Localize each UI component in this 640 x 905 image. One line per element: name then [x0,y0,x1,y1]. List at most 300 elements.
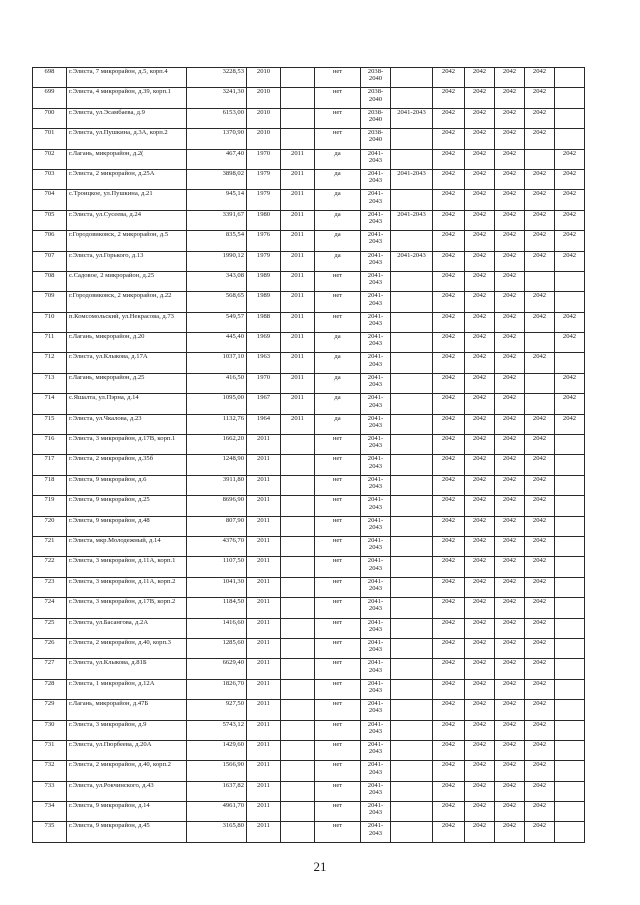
plan-year-cell [555,536,585,556]
plan-year-cell [525,394,555,414]
plan-year-cell: 2042 [465,475,495,495]
period-extra-cell [391,802,433,822]
plan-year-cell: 2042 [495,536,525,556]
table-row [33,149,585,169]
plan-year-cell: 2042 [525,251,555,271]
plan-year-cell: 2042 [495,333,525,353]
repair-year-cell [281,802,315,822]
area-cell: 343,08 [187,271,247,291]
plan-year-cell: 2042 [433,536,465,556]
area-cell: 1662,20 [187,435,247,455]
period-extra-cell [391,679,433,699]
period-cell: 2041-2043 [361,516,391,536]
area-cell: 1132,76 [187,414,247,434]
area-cell: 927,50 [187,700,247,720]
plan-year-cell: 2042 [525,210,555,230]
status-cell: нет [315,659,361,679]
plan-year-cell: 2042 [465,333,495,353]
plan-year-cell [555,598,585,618]
table-row [33,271,585,291]
row-number-cell: 720 [33,516,67,536]
year-built-cell: 2010 [247,108,281,128]
housing-register-table [32,67,585,843]
plan-year-cell: 2042 [495,822,525,842]
address-cell: г.Элиста, ул.Клыкова, д.81Б [67,659,187,679]
plan-year-cell: 2042 [433,210,465,230]
period-extra-cell [391,353,433,373]
plan-year-cell: 2042 [495,781,525,801]
row-number-cell: 735 [33,822,67,842]
year-built-cell: 2011 [247,435,281,455]
status-cell: нет [315,108,361,128]
period-cell: 2041-2043 [361,373,391,393]
area-cell: 3165,80 [187,822,247,842]
plan-year-cell: 2042 [525,129,555,149]
row-number-cell: 706 [33,231,67,251]
plan-year-cell: 2042 [433,231,465,251]
year-built-cell: 2011 [247,557,281,577]
period-cell: 2041-2043 [361,618,391,638]
plan-year-cell: 2042 [495,475,525,495]
plan-year-cell: 2042 [465,618,495,638]
year-built-cell: 1989 [247,271,281,291]
repair-year-cell [281,659,315,679]
row-number-cell: 730 [33,720,67,740]
status-cell: нет [315,475,361,495]
row-number-cell: 723 [33,577,67,597]
plan-year-cell: 2042 [525,802,555,822]
plan-year-cell: 2042 [495,679,525,699]
table-row [33,557,585,577]
period-cell: 2041-2043 [361,190,391,210]
area-cell: 1826,70 [187,679,247,699]
row-number-cell: 721 [33,536,67,556]
repair-year-cell: 2011 [281,231,315,251]
plan-year-cell: 2042 [433,353,465,373]
period-cell: 2041-2043 [361,740,391,760]
period-cell: 2041-2043 [361,414,391,434]
address-cell: г.Лагань, микрорайон, д.2( [67,149,187,169]
period-extra-cell [391,557,433,577]
address-cell: г.Лагань, микрорайон, д.47Б [67,700,187,720]
period-extra-cell [391,455,433,475]
year-built-cell: 2010 [247,129,281,149]
plan-year-cell: 2042 [433,190,465,210]
table-row [33,231,585,251]
plan-year-cell: 2042 [433,312,465,332]
address-cell: г.Элиста, ул.Эсамбаева, д.9 [67,108,187,128]
plan-year-cell: 2042 [433,68,465,88]
address-cell: г.Элиста, ул.Рокчинского, д.43 [67,781,187,801]
page-number: 21 [313,859,327,874]
period-cell: 2041-2043 [361,496,391,516]
address-cell: г.Элиста, 9 микрорайон, д.45 [67,822,187,842]
plan-year-cell: 2042 [495,638,525,658]
year-built-cell: 2011 [247,761,281,781]
repair-year-cell [281,761,315,781]
status-cell: нет [315,761,361,781]
table-row [33,333,585,353]
period-extra-cell [391,333,433,353]
address-cell: г.Элиста, 2 микрорайон, д.25А [67,169,187,189]
plan-year-cell: 2042 [525,822,555,842]
plan-year-cell: 2042 [433,740,465,760]
row-number-cell: 724 [33,598,67,618]
plan-year-cell: 2042 [495,68,525,88]
row-number-cell: 727 [33,659,67,679]
status-cell: нет [315,598,361,618]
plan-year-cell: 2042 [525,190,555,210]
repair-year-cell: 2011 [281,210,315,230]
period-cell: 2038-2040 [361,108,391,128]
plan-year-cell: 2042 [495,435,525,455]
plan-year-cell: 2042 [525,598,555,618]
status-cell: нет [315,700,361,720]
plan-year-cell: 2042 [525,720,555,740]
plan-year-cell: 2042 [525,496,555,516]
period-cell: 2041-2043 [361,536,391,556]
table-row [33,435,585,455]
row-number-cell: 718 [33,475,67,495]
plan-year-cell [555,822,585,842]
plan-year-cell: 2042 [525,169,555,189]
table-row [33,618,585,638]
area-cell: 1107,50 [187,557,247,577]
area-cell: 4376,70 [187,536,247,556]
period-cell: 2038-2040 [361,129,391,149]
plan-year-cell [555,720,585,740]
period-extra-cell [391,659,433,679]
area-cell: 1566,90 [187,761,247,781]
table-row [33,536,585,556]
table-row [33,700,585,720]
address-cell: г.Лагань, микрорайон, д.25 [67,373,187,393]
year-built-cell: 2011 [247,536,281,556]
area-cell: 3241,30 [187,88,247,108]
plan-year-cell [555,475,585,495]
plan-year-cell: 2042 [495,618,525,638]
period-cell: 2041-2043 [361,761,391,781]
plan-year-cell: 2042 [465,414,495,434]
period-cell: 2041-2043 [361,169,391,189]
period-extra-cell [391,761,433,781]
status-cell: нет [315,679,361,699]
repair-year-cell [281,822,315,842]
period-extra-cell [391,781,433,801]
period-extra-cell [391,129,433,149]
plan-year-cell: 2042 [433,333,465,353]
plan-year-cell [555,271,585,291]
area-cell: 1285,60 [187,638,247,658]
period-cell: 2041-2043 [361,149,391,169]
period-cell: 2041-2043 [361,210,391,230]
table-row [33,516,585,536]
status-cell: да [315,333,361,353]
plan-year-cell: 2042 [495,373,525,393]
plan-year-cell: 2042 [465,577,495,597]
plan-year-cell: 2042 [433,720,465,740]
plan-year-cell: 2042 [433,169,465,189]
period-cell: 2041-2043 [361,271,391,291]
repair-year-cell [281,618,315,638]
plan-year-cell [555,781,585,801]
plan-year-cell: 2042 [495,190,525,210]
plan-year-cell: 2042 [433,455,465,475]
repair-year-cell [281,638,315,658]
plan-year-cell [555,618,585,638]
status-cell: нет [315,557,361,577]
plan-year-cell: 2042 [525,557,555,577]
address-cell: г.Элиста, 2 микрорайон, д.40, корп.2 [67,761,187,781]
area-cell: 445,40 [187,333,247,353]
plan-year-cell: 2042 [433,149,465,169]
plan-year-cell [555,68,585,88]
year-built-cell: 1979 [247,169,281,189]
repair-year-cell [281,475,315,495]
plan-year-cell: 2042 [465,740,495,760]
repair-year-cell [281,740,315,760]
period-cell: 2041-2043 [361,353,391,373]
plan-year-cell [555,761,585,781]
row-number-cell: 731 [33,740,67,760]
year-built-cell: 2011 [247,618,281,638]
plan-year-cell: 2042 [465,781,495,801]
period-cell: 2041-2043 [361,720,391,740]
period-extra-cell [391,700,433,720]
status-cell: да [315,394,361,414]
plan-year-cell: 2042 [525,414,555,434]
repair-year-cell: 2011 [281,373,315,393]
repair-year-cell: 2011 [281,251,315,271]
row-number-cell: 716 [33,435,67,455]
year-built-cell: 2010 [247,68,281,88]
plan-year-cell: 2042 [495,577,525,597]
repair-year-cell [281,435,315,455]
plan-year-cell: 2042 [465,435,495,455]
plan-year-cell [555,292,585,312]
repair-year-cell: 2011 [281,312,315,332]
period-extra-cell [391,68,433,88]
plan-year-cell: 2042 [495,496,525,516]
plan-year-cell: 2042 [555,169,585,189]
row-number-cell: 722 [33,557,67,577]
plan-year-cell: 2042 [555,190,585,210]
address-cell: г.Городовиковск, 2 микрорайон, д.5 [67,231,187,251]
table-row [33,740,585,760]
period-extra-cell [391,536,433,556]
area-cell: 945,14 [187,190,247,210]
plan-year-cell [555,802,585,822]
area-cell: 1990,12 [187,251,247,271]
area-cell: 1184,50 [187,598,247,618]
table-row [33,312,585,332]
repair-year-cell [281,679,315,699]
address-cell: г.Элиста, 3 микрорайон, д.11А, корп.1 [67,557,187,577]
plan-year-cell: 2042 [465,598,495,618]
address-cell: г.Элиста, ул.Пушкина, д.3А, корп.2 [67,129,187,149]
plan-year-cell: 2042 [465,312,495,332]
row-number-cell: 710 [33,312,67,332]
plan-year-cell: 2042 [495,659,525,679]
plan-year-cell: 2042 [465,108,495,128]
period-extra-cell [391,720,433,740]
repair-year-cell [281,700,315,720]
plan-year-cell [555,679,585,699]
period-extra-cell [391,271,433,291]
address-cell: г.Элиста, 3 микрорайон, д.9 [67,720,187,740]
period-extra-cell [391,435,433,455]
period-cell: 2041-2043 [361,577,391,597]
plan-year-cell: 2042 [433,802,465,822]
table-row [33,353,585,373]
plan-year-cell: 2042 [525,740,555,760]
year-built-cell: 2011 [247,577,281,597]
area-cell: 5743,12 [187,720,247,740]
plan-year-cell: 2042 [525,679,555,699]
row-number-cell: 708 [33,271,67,291]
period-extra-cell: 2041-2043 [391,108,433,128]
table-row [33,292,585,312]
plan-year-cell: 2042 [433,108,465,128]
address-cell: г.Элиста, ул.Пюрбеева, д.20А [67,740,187,760]
plan-year-cell: 2042 [433,516,465,536]
period-cell: 2041-2043 [361,312,391,332]
row-number-cell: 726 [33,638,67,658]
period-extra-cell [391,312,433,332]
plan-year-cell [555,455,585,475]
area-cell: 568,65 [187,292,247,312]
year-built-cell: 1964 [247,414,281,434]
status-cell: нет [315,68,361,88]
status-cell: да [315,231,361,251]
table-row [33,251,585,271]
plan-year-cell: 2042 [433,761,465,781]
plan-year-cell: 2042 [433,822,465,842]
status-cell: нет [315,822,361,842]
status-cell: да [315,190,361,210]
repair-year-cell [281,68,315,88]
plan-year-cell: 2042 [495,312,525,332]
row-number-cell: 719 [33,496,67,516]
plan-year-cell: 2042 [433,373,465,393]
row-number-cell: 701 [33,129,67,149]
year-built-cell: 1969 [247,333,281,353]
address-cell: г.Элиста, 7 микрорайон, д.5, корп.4 [67,68,187,88]
address-cell: г.Элиста, 9 микрорайон, д.6 [67,475,187,495]
plan-year-cell: 2042 [525,638,555,658]
table-row [33,598,585,618]
status-cell: нет [315,516,361,536]
status-cell: нет [315,292,361,312]
status-cell: нет [315,312,361,332]
period-extra-cell [391,149,433,169]
plan-year-cell: 2042 [555,149,585,169]
plan-year-cell: 2042 [465,822,495,842]
area-cell: 1416,60 [187,618,247,638]
plan-year-cell: 2042 [465,638,495,658]
plan-year-cell: 2042 [525,435,555,455]
period-cell: 2041-2043 [361,475,391,495]
year-built-cell: 2011 [247,679,281,699]
status-cell: да [315,210,361,230]
plan-year-cell: 2042 [465,292,495,312]
plan-year-cell: 2042 [433,638,465,658]
address-cell: г.Элиста, ул.Сусеева, д.24 [67,210,187,230]
plan-year-cell: 2042 [525,231,555,251]
year-built-cell: 2011 [247,822,281,842]
address-cell: г.Лагань, микрорайон, д.20 [67,333,187,353]
table-row [33,394,585,414]
address-cell: г.Элиста, ул.Басангова, д.2А [67,618,187,638]
plan-year-cell: 2042 [525,700,555,720]
address-cell: г.Элиста, 9 микрорайон, д.48 [67,516,187,536]
row-number-cell: 732 [33,761,67,781]
year-built-cell: 2011 [247,455,281,475]
area-cell: 3228,53 [187,68,247,88]
plan-year-cell: 2042 [555,373,585,393]
repair-year-cell: 2011 [281,333,315,353]
plan-year-cell: 2042 [465,679,495,699]
address-cell: г.Элиста, 9 микрорайон, д.25 [67,496,187,516]
plan-year-cell: 2042 [465,455,495,475]
period-extra-cell [391,516,433,536]
period-cell: 2041-2043 [361,435,391,455]
plan-year-cell: 2042 [465,68,495,88]
plan-year-cell: 2042 [465,536,495,556]
period-cell: 2041-2043 [361,822,391,842]
area-cell: 3391,67 [187,210,247,230]
plan-year-cell: 2042 [465,210,495,230]
area-cell: 835,54 [187,231,247,251]
table-row [33,720,585,740]
repair-year-cell [281,516,315,536]
table-row [33,659,585,679]
row-number-cell: 704 [33,190,67,210]
plan-year-cell: 2042 [465,251,495,271]
year-built-cell: 1963 [247,353,281,373]
period-cell: 2041-2043 [361,557,391,577]
area-cell: 549,57 [187,312,247,332]
plan-year-cell [555,557,585,577]
year-built-cell: 1980 [247,210,281,230]
period-extra-cell [391,414,433,434]
address-cell: г.Элиста, 9 микрорайон, д.14 [67,802,187,822]
plan-year-cell: 2042 [555,394,585,414]
status-cell: да [315,169,361,189]
plan-year-cell: 2042 [433,557,465,577]
plan-year-cell: 2042 [525,292,555,312]
address-cell: г.Элиста, мкр.Молодежный, д.14 [67,536,187,556]
plan-year-cell: 2042 [495,353,525,373]
status-cell: да [315,149,361,169]
period-cell: 2041-2043 [361,638,391,658]
area-cell: 807,90 [187,516,247,536]
table-row [33,781,585,801]
period-extra-cell [391,231,433,251]
year-built-cell: 2011 [247,720,281,740]
row-number-cell: 702 [33,149,67,169]
plan-year-cell: 2042 [465,496,495,516]
area-cell: 1095,00 [187,394,247,414]
plan-year-cell [525,333,555,353]
plan-year-cell: 2042 [495,210,525,230]
plan-year-cell: 2042 [465,190,495,210]
plan-year-cell: 2042 [495,149,525,169]
area-cell: 8696,90 [187,496,247,516]
period-cell: 2041-2043 [361,679,391,699]
address-cell: г.Элиста, 3 микрорайон, д.17В, корп.1 [67,435,187,455]
year-built-cell: 2011 [247,516,281,536]
